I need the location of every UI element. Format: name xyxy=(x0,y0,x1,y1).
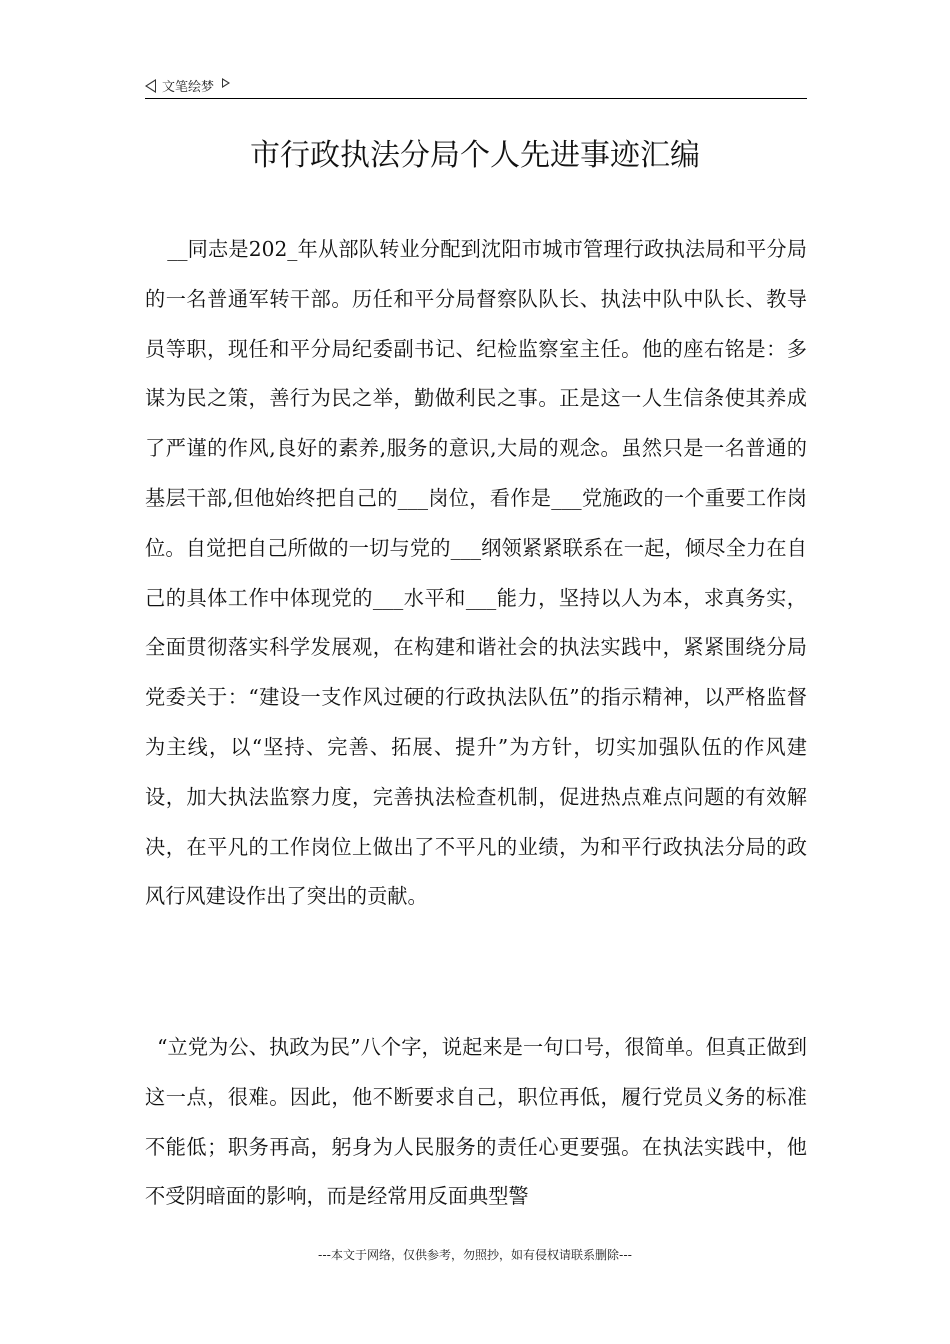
document-title: 市行政执法分局个人先进事迹汇编 xyxy=(250,138,700,173)
right-triangle-icon xyxy=(222,78,230,88)
paragraph-2: “立党为公、执政为民”八个字，说起来是一句口号，很简单。但真正做到这一点，很难。因此，他不断要求自己，职位再低，履行党员义务的标准不能低；职务再高，躬身为人民服务的责任心更要强。在执法实践中，他不受阴暗面的影响，而是经常用反面典型警 xyxy=(145,1035,807,1209)
footer-disclaimer: ---本文于网络，仅供参考，勿照抄，如有侵权请联系删除--- xyxy=(318,1248,632,1262)
page-header xyxy=(145,72,807,99)
left-triangle-icon xyxy=(145,79,156,93)
brand-logo xyxy=(145,76,230,95)
brand-name: 文笔绘梦 xyxy=(162,80,215,95)
paragraph-1: __同志是202_年从部队转业分配到沈阳市城市管理行政执法局和平分局的一名普通军转干部。历任和平分局督察队队长、执法中队中队长、教导员等职，现任和平分局纪委副书记、纪检监察室主任。他的座右铭是：多谋为民之策，善行为民之举，勤做利民之事。正是这一人生信条使其养成了严谨的作风,良好的素养,服务的意识,大局的观念。虽然只是一名普通的基层干部,但他始终把自己的___岗位，看作是___党施政的一个重要工作岗位。自觉把自己所做的一切与党的___纲领紧紧联系在一起，倾尽全力在自己的具体工作中体现党的___水平和___能力，坚持以人为本，求真务实，全面贯彻落实科学发展观，在构建和谐社会的执法实践中，紧紧围绕分局党委关于：“建设一支作风过硬的行政执法队伍”的指示精神，以严格监督为主线，以“坚持、完善、拓展、提升”为方针，切实加强队伍的作风建设，加大执法监察力度，完善执法检查机制，促进热点难点问题的有效解决，在平凡的工作岗位上做出了不平凡的业绩，为和平行政执法分局的政风行风建设作出了突出的贡献。 xyxy=(145,237,807,909)
